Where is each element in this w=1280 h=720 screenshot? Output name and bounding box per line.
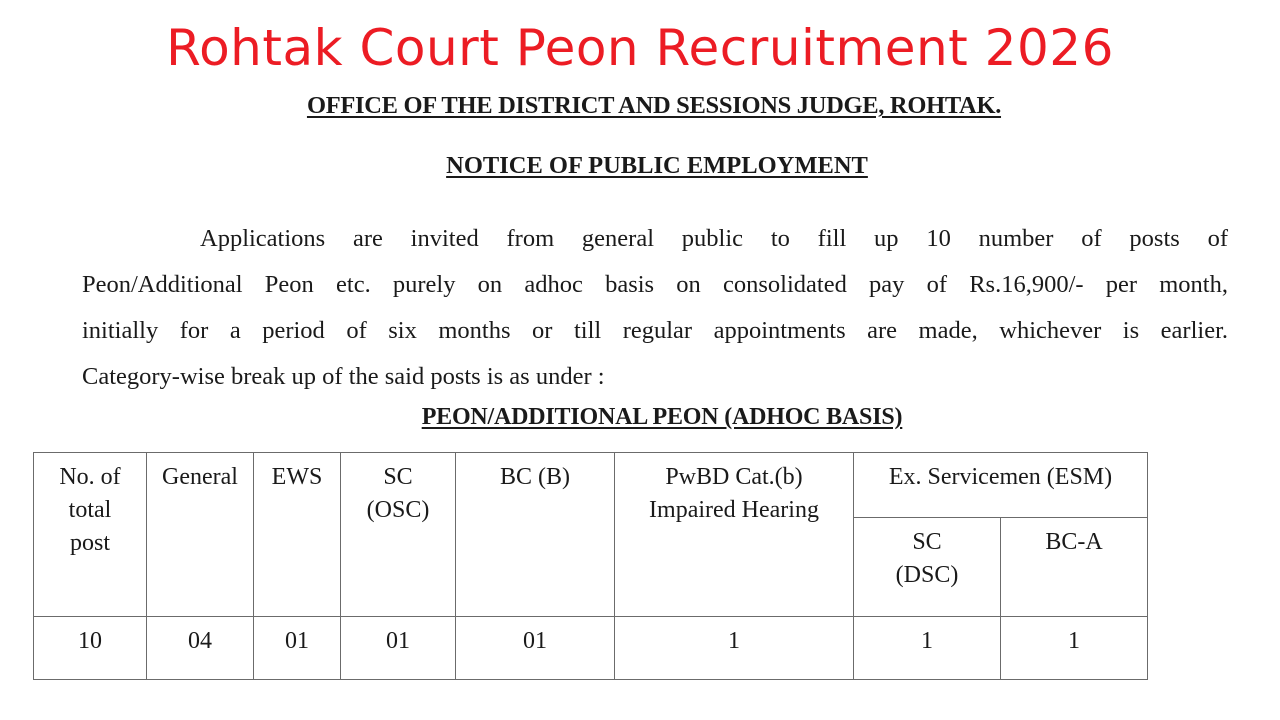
table-row <box>34 617 1148 680</box>
cell-esm-bc-a: 1 <box>1001 617 1148 680</box>
cell-total-post: 10 <box>34 617 147 680</box>
posts-breakup-table <box>33 452 1148 680</box>
table-header-row <box>34 453 1148 518</box>
cell-general: 04 <box>147 617 254 680</box>
paragraph-line: initially for a period of six months or till regular appointments are made, whichever is earlier. <box>82 317 1228 344</box>
paragraph-line: Applications are invited from general public to fill up 10 number of posts of <box>200 225 1228 252</box>
paragraph-line: Peon/Additional Peon etc. purely on adhoc basis on consolidated pay of Rs.16,900/- per month, <box>82 271 1228 298</box>
header-general: General <box>147 453 254 617</box>
office-heading: OFFICE OF THE DISTRICT AND SESSIONS JUDGE, ROHTAK. <box>306 92 1002 119</box>
header-esm-group: Ex. Servicemen (ESM) <box>854 453 1148 518</box>
paragraph-line: Category-wise break up of the said posts is as under : <box>82 363 605 390</box>
header-esm-sc-dsc: SC (DSC) <box>854 518 1001 617</box>
header-total-post: No. of total post <box>34 453 147 617</box>
header-bc-b: BC (B) <box>456 453 615 617</box>
cell-ews: 01 <box>254 617 341 680</box>
header-pwbd: PwBD Cat.(b) Impaired Hearing <box>615 453 854 617</box>
header-ews: EWS <box>254 453 341 617</box>
page-banner-title: Rohtak Court Peon Recruitment 2026 <box>166 19 1114 77</box>
cell-pwbd: 1 <box>615 617 854 680</box>
table-heading: PEON/ADDITIONAL PEON (ADHOC BASIS) <box>421 404 903 430</box>
cell-bc-b: 01 <box>456 617 615 680</box>
header-esm-bc-a: BC-A <box>1001 518 1148 617</box>
cell-sc-osc: 01 <box>341 617 456 680</box>
cell-esm-sc-dsc: 1 <box>854 617 1001 680</box>
notice-paragraph <box>82 216 1228 400</box>
header-sc-osc: SC (OSC) <box>341 453 456 617</box>
notice-heading: NOTICE OF PUBLIC EMPLOYMENT <box>446 152 868 179</box>
